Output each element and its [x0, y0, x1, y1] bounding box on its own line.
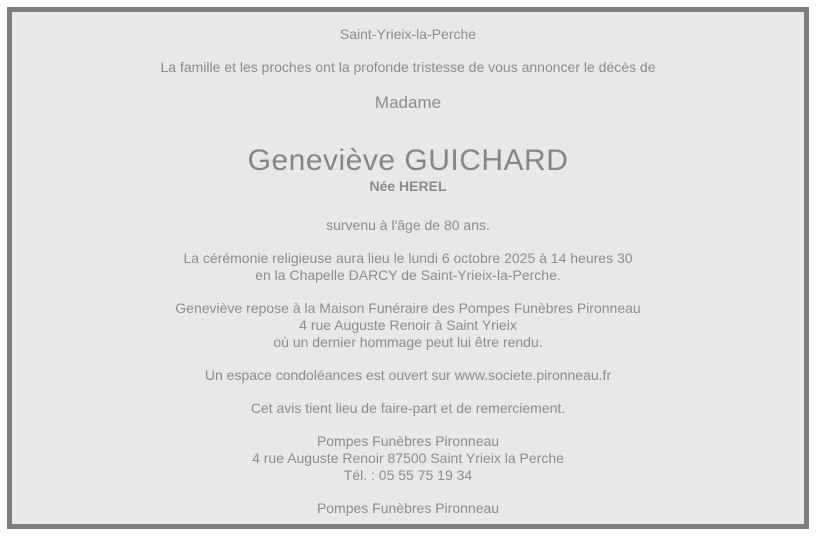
funeral-home-phone: Tél. : 05 55 75 19 34	[343, 467, 473, 483]
repose-line-3: où un dernier hommage peut lui être rendu.	[273, 334, 543, 350]
funeral-home-block	[12, 433, 804, 484]
repose-line-2: 4 rue Auguste Renoir à Saint Yrieix	[299, 317, 517, 333]
announcement-line: La famille et les proches ont la profonde tristesse de vous annoncer le décès de	[160, 59, 656, 75]
faire-part-line: Cet avis tient lieu de faire-part et de remerciement.	[250, 400, 566, 416]
ceremony-paragraph	[12, 250, 804, 284]
ceremony-line-2: en la Chapelle DARCY de Saint-Yrieix-la-Perche.	[255, 267, 561, 283]
city-line: Saint-Yrieix-la-Perche	[339, 26, 477, 42]
honorific-title: Madame	[374, 93, 442, 112]
death-notice-page	[7, 7, 809, 529]
funeral-home-name: Pompes Funèbres Pironneau	[316, 433, 500, 449]
ceremony-line-1: La cérémonie religieuse aura lieu le lundi 6 octobre 2025 à 14 heures 30	[183, 250, 633, 266]
funeral-home-address: 4 rue Auguste Renoir 87500 Saint Yrieix la Perche	[252, 450, 564, 466]
repose-line-1: Geneviève repose à la Maison Funéraire des Pompes Funèbres Pironneau	[175, 300, 641, 316]
condolences-line: Un espace condoléances est ouvert sur www.societe.pironneau.fr	[204, 367, 612, 383]
maiden-name: Née HEREL	[369, 178, 447, 194]
footer-signature: Pompes Funèbres Pironneau	[316, 500, 500, 516]
deceased-name: Geneviève GUICHARD	[247, 144, 569, 177]
repose-paragraph	[12, 300, 804, 351]
age-line: survenu à l'âge de 80 ans.	[326, 217, 490, 233]
deceased-name-block	[12, 144, 804, 195]
